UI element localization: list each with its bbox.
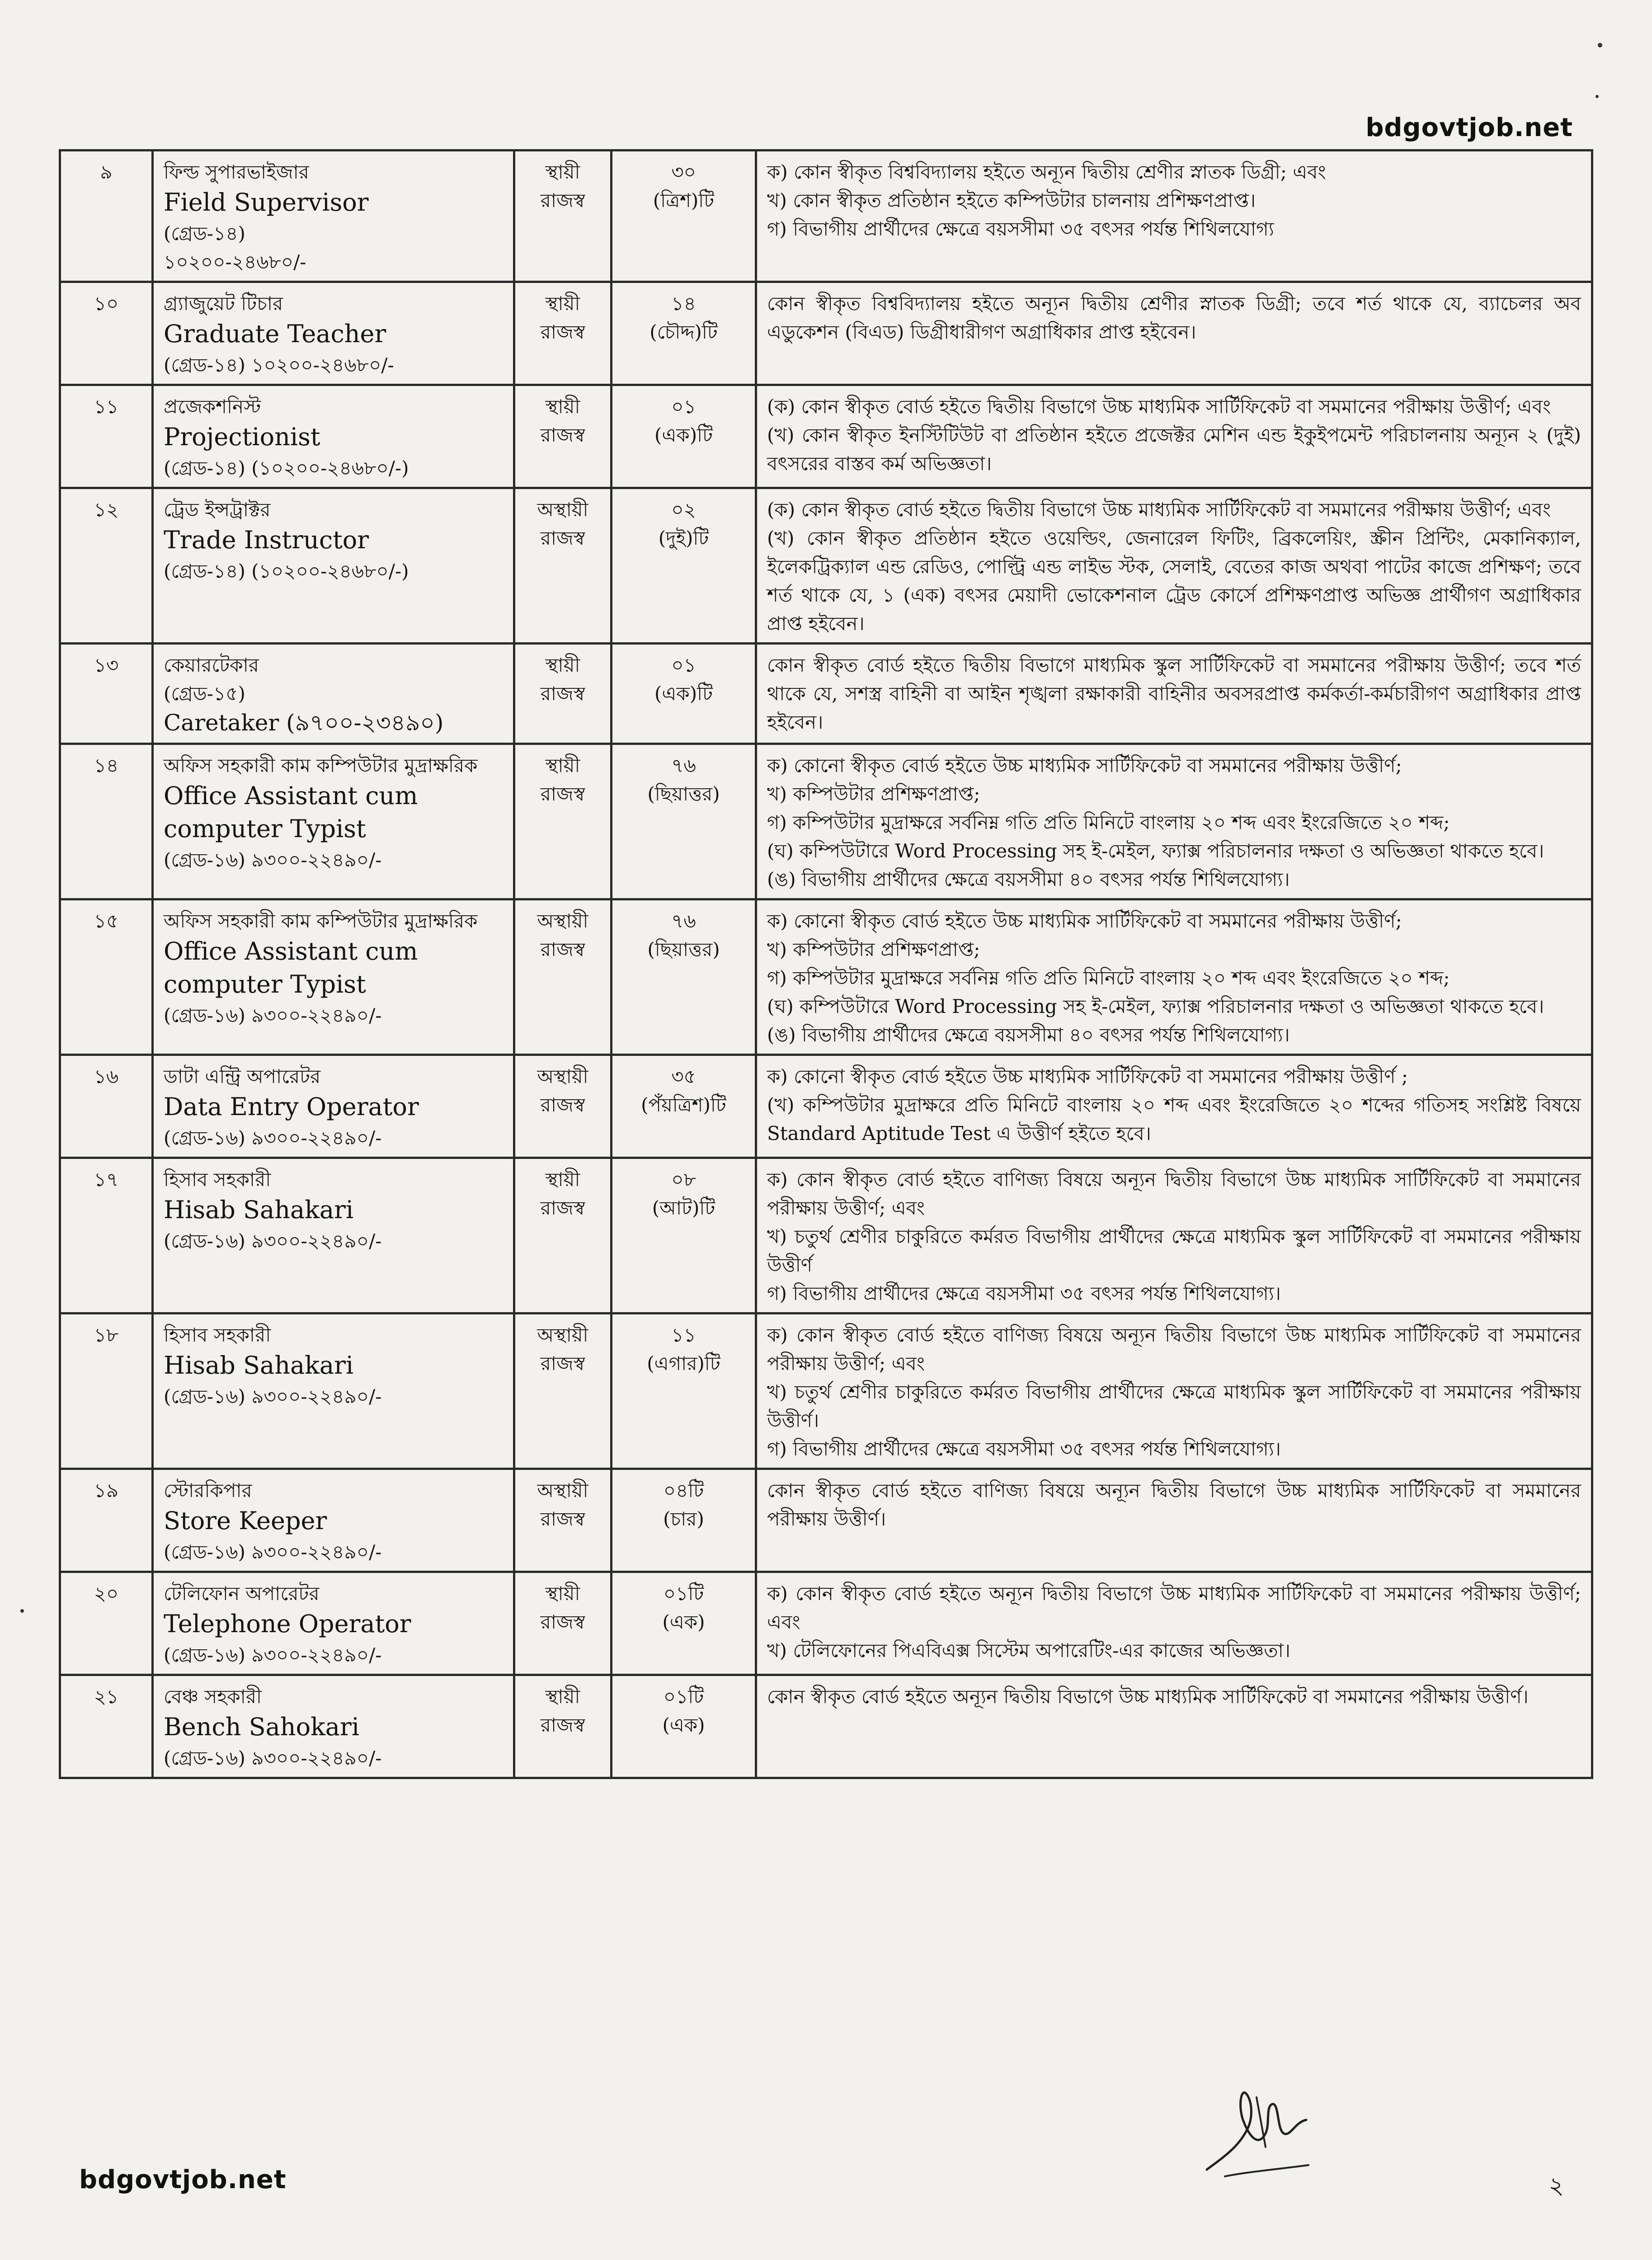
job-posts-table — [59, 149, 1593, 1779]
post-cell — [153, 151, 514, 282]
post-type-line: রাজস্ব — [540, 1352, 585, 1375]
post-type-cell — [514, 151, 612, 282]
qualification-item: খ) টেলিফোনের পিএবিএক্স সিস্টেম অপারেটিং-এর কাজের অভিজ্ঞতা। — [767, 1639, 1290, 1662]
post-count-line: ১১ — [671, 1324, 696, 1347]
post-count-line: (পঁয়ত্রিশ)টি — [641, 1094, 726, 1116]
scan-speck — [1598, 43, 1602, 47]
serial-cell — [60, 488, 153, 643]
post-type-line: স্থায়ী — [545, 395, 580, 418]
post-grade: (গ্রেড-১৬) ৯৩০০-২২৪৯০/- — [164, 1004, 382, 1026]
post-type-line: রাজস্ব — [540, 1610, 585, 1633]
qualification-item: (ঙ) বিভাগীয় প্রার্থীদের ক্ষেত্রে বয়সসীমা ৪০ বৎসর পর্যন্ত শিথিলযোগ্য। — [767, 868, 1290, 891]
qualification-item: ক) কোনো স্বীকৃত বোর্ড হইতে উচ্চ মাধ্যমিক সার্টিফিকেট বা সমমানের পরীক্ষায় উত্তীর্ণ; — [767, 754, 1402, 777]
post-count-cell — [612, 899, 756, 1055]
post-grade: (গ্রেড-১৬) ৯৩০০-২২৪৯০/- — [164, 1127, 382, 1149]
serial-cell — [60, 1469, 153, 1572]
post-cell — [153, 1158, 514, 1314]
post-count-cell — [612, 1314, 756, 1469]
post-name-english: Store Keeper — [164, 1507, 327, 1535]
qualification-item: ক) কোনো স্বীকৃত বোর্ড হইতে উচ্চ মাধ্যমিক সার্টিফিকেট বা সমমানের পরীক্ষায় উত্তীর্ণ ; — [767, 1065, 1408, 1088]
post-name-bangla: প্রজেকশনিস্ট — [164, 395, 261, 418]
post-count-line: ৭৬ — [671, 754, 696, 777]
post-grade: (গ্রেড-১৬) ৯৩০০-২২৪৯০/- — [164, 1747, 382, 1769]
post-count-cell — [612, 1675, 756, 1778]
serial-cell — [60, 385, 153, 488]
post-type-line: রাজস্ব — [540, 527, 585, 549]
post-name-bangla: অফিস সহকারী কাম কম্পিউটার মুদ্রাক্ষরিক — [164, 754, 478, 777]
post-count-line: (দুই)টি — [658, 527, 709, 549]
qualification-cell — [756, 899, 1592, 1055]
post-cell — [153, 1314, 514, 1469]
qualification-item: খ) কম্পিউটার প্রশিক্ষণপ্রাপ্ত; — [767, 938, 980, 961]
post-count-cell — [612, 1469, 756, 1572]
post-name-english: Hisab Sahakari — [164, 1196, 354, 1224]
post-grade: (গ্রেড-১৬) ৯৩০০-২২৪৯০/- — [164, 1229, 382, 1252]
post-count-cell — [612, 282, 756, 385]
qualification-item: কোন স্বীকৃত বোর্ড হইতে বাণিজ্য বিষয়ে অন্যূন দ্বিতীয় বিভাগে উচ্চ মাধ্যমিক সার্টিফিকেট বা সমমানের পরীক্ষায় উত্তীর্ণ। — [767, 1479, 1581, 1530]
post-count-line: (এক) — [662, 1610, 705, 1633]
post-count-line: (এগার)টি — [647, 1352, 720, 1375]
qualification-item: খ) চতুর্থ শ্রেণীর চাকুরিতে কর্মরত বিভাগীয় প্রার্থীদের ক্ষেত্রে মাধ্যমিক স্কুল সার্টিফিকেট বা সমমানের পরীক্ষায় উত্তীর্ণ — [767, 1225, 1581, 1276]
table-row — [60, 151, 1592, 282]
post-name-english: Graduate Teacher — [164, 319, 386, 348]
post-count-line: (ছিয়াত্তর) — [647, 938, 720, 961]
serial-number: ১৫ — [94, 910, 119, 932]
post-name-bangla: টেলিফোন অপারেটর — [164, 1582, 320, 1605]
qualification-item: (খ) কোন স্বীকৃত প্রতিষ্ঠান হইতে ওয়েল্ডিং, জেনারেল ফিটিং, ব্রিকলেয়িং, স্ক্রীন প্রিন্টিং, মেকানিক্যাল, ইলেকট্রিক্যাল এন্ড রেডিও, পোল্ট্রি এন্ড লাইভ স্টক, সেলাই, বেতের কাজ অথবা পাটের কাজে প্রশিক্ষণ; তবে শর্ত থাকে যে, ১ (এক) বৎসর মেয়াদী ভোকেশনাল ট্রেড কোর্সে প্রশিক্ষণপ্রাপ্ত অভিজ্ঞ প্রার্থীগণ অগ্রাধিকার প্রাপ্ত হইবেন। — [767, 527, 1581, 635]
post-count-line: (এক) — [662, 1714, 705, 1736]
post-type-cell — [514, 643, 612, 744]
table-row — [60, 488, 1592, 643]
post-cell — [153, 385, 514, 488]
post-count-line: (চার) — [663, 1508, 704, 1530]
post-type-cell — [514, 1572, 612, 1675]
post-cell — [153, 1469, 514, 1572]
qualification-item: ক) কোন স্বীকৃত বোর্ড হইতে অন্যূন দ্বিতীয় বিভাগে উচ্চ মাধ্যমিক সার্টিফিকেট বা সমমানের পরীক্ষায় উত্তীর্ণ; এবং — [767, 1582, 1581, 1633]
post-type-line: রাজস্ব — [540, 424, 585, 446]
serial-cell — [60, 151, 153, 282]
serial-number: ১৯ — [94, 1479, 119, 1502]
post-type-cell — [514, 1675, 612, 1778]
watermark-bottom[interactable]: bdgovtjob.net — [79, 2165, 287, 2194]
post-type-line: রাজস্ব — [540, 682, 585, 705]
post-type-cell — [514, 899, 612, 1055]
post-type-cell — [514, 744, 612, 899]
post-name-bangla: গ্র্যাজুয়েট টিচার — [164, 292, 283, 315]
post-count-cell — [612, 1572, 756, 1675]
table-row — [60, 282, 1592, 385]
qualification-item: কোন স্বীকৃত বোর্ড হইতে অন্যূন দ্বিতীয় বিভাগে উচ্চ মাধ্যমিক সার্টিফিকেট বা সমমানের পরীক্ষায় উত্তীর্ণ। — [767, 1685, 1529, 1708]
table-row — [60, 1158, 1592, 1314]
qualification-cell — [756, 1314, 1592, 1469]
qualification-item: ক) কোন স্বীকৃত বোর্ড হইতে বাণিজ্য বিষয়ে অন্যূন দ্বিতীয় বিভাগে উচ্চ মাধ্যমিক সার্টিফিকেট বা সমমানের পরীক্ষায় উত্তীর্ণ; এবং — [767, 1324, 1581, 1375]
qualification-item: কোন স্বীকৃত বোর্ড হইতে দ্বিতীয় বিভাগে মাধ্যমিক স্কুল সার্টিফিকেট বা সমমানের পরীক্ষায় উত্তীর্ণ; তবে শর্ত থাকে যে, সশস্ত্র বাহিনী বা আইন শৃঙ্খলা রক্ষাকারী বাহিনীর অবসরপ্রাপ্ত কর্মকর্তা-কর্মচারীগণ অগ্রাধিকার প্রাপ্ত হইবেন। — [767, 654, 1581, 733]
post-type-line: অস্থায়ী — [537, 1479, 588, 1502]
qualification-item: গ) বিভাগীয় প্রার্থীদের ক্ষেত্রে বয়সসীমা ৩৫ বৎসর পর্যন্ত শিথিলযোগ্য। — [767, 1438, 1281, 1460]
post-grade: (গ্রেড-১৪) — [164, 222, 245, 245]
post-grade: (গ্রেড-১৪) ১০২০০-২৪৬৮০/- — [164, 353, 394, 376]
qualification-item: গ) কম্পিউটার মুদ্রাক্ষরে সর্বনিম্ন গতি প্রতি মিনিটে বাংলায় ২০ শব্দ এবং ইংরেজিতে ২০ শব্দ; — [767, 811, 1450, 834]
post-type-cell — [514, 282, 612, 385]
serial-cell — [60, 1572, 153, 1675]
table-row — [60, 643, 1592, 744]
table-row — [60, 1469, 1592, 1572]
qualification-cell — [756, 488, 1592, 643]
qualification-item: (খ) কম্পিউটার মুদ্রাক্ষরে প্রতি মিনিটে বাংলায় ২০ শব্দ এবং ইংরেজিতে ২০ শব্দের গতিসহ সংশ্লিষ্ট বিষয়ে Standard Aptitude Test এ উত্তীর্ণ হইতে হবে। — [767, 1094, 1581, 1145]
page-number: ২ — [1548, 2172, 1564, 2199]
post-type-cell — [514, 1314, 612, 1469]
serial-cell — [60, 282, 153, 385]
post-name-bangla: বেঞ্চ সহকারী — [164, 1685, 262, 1708]
table-row — [60, 744, 1592, 899]
qualification-item: ক) কোন স্বীকৃত বিশ্ববিদ্যালয় হইতে অন্যূন দ্বিতীয় শ্রেণীর স্নাতক ডিগ্রী; এবং — [767, 161, 1326, 183]
post-cell — [153, 643, 514, 744]
post-grade: (গ্রেড-১৪) (১০২০০-২৪৬৮০/-) — [164, 560, 409, 582]
post-count-line: ৩০ — [671, 161, 696, 183]
post-grade: (গ্রেড-১৫) — [164, 682, 245, 705]
post-type-line: অস্থায়ী — [537, 1324, 588, 1347]
post-name-bangla: অফিস সহকারী কাম কম্পিউটার মুদ্রাক্ষরিক — [164, 910, 478, 932]
serial-cell — [60, 1055, 153, 1158]
scan-speck — [1596, 95, 1599, 98]
post-type-line: স্থায়ী — [545, 1168, 580, 1191]
qualification-item: (ঙ) বিভাগীয় প্রার্থীদের ক্ষেত্রে বয়সসীমা ৪০ বৎসর পর্যন্ত শিথিলযোগ্য। — [767, 1024, 1290, 1046]
post-type-line: স্থায়ী — [545, 1685, 580, 1708]
qualification-item: গ) কম্পিউটার মুদ্রাক্ষরে সর্বনিম্ন গতি প্রতি মিনিটে বাংলায় ২০ শব্দ এবং ইংরেজিতে ২০ শব্দ; — [767, 967, 1450, 989]
table-row — [60, 1055, 1592, 1158]
post-name-english: Field Supervisor — [164, 188, 369, 217]
serial-number: ১১ — [94, 395, 119, 418]
post-type-line: অস্থায়ী — [537, 910, 588, 932]
post-type-line: রাজস্ব — [540, 1714, 585, 1736]
post-name-english: Office Assistant cum computer Typist — [164, 937, 418, 999]
post-type-line: রাজস্ব — [540, 189, 585, 212]
post-grade: (গ্রেড-১৬) ৯৩০০-২২৪৯০/- — [164, 848, 382, 871]
post-type-line: স্থায়ী — [545, 754, 580, 777]
post-name-bangla: হিসাব সহকারী — [164, 1168, 271, 1191]
post-type-line: রাজস্ব — [540, 1197, 585, 1219]
qualification-cell — [756, 282, 1592, 385]
qualification-item: কোন স্বীকৃত বিশ্ববিদ্যালয় হইতে অন্যূন দ্বিতীয় শ্রেণীর স্নাতক ডিগ্রী; তবে শর্ত থাকে যে, ব্যাচেলর অব এডুকেশন (বিএড) ডিগ্রীধারীগণ অগ্রাধিকার প্রাপ্ত হইবেন। — [767, 292, 1581, 343]
qualification-cell — [756, 1158, 1592, 1314]
qualification-item: (ঘ) কম্পিউটারে Word Processing সহ ই-মেইল, ফ্যাক্স পরিচালনার দক্ষতা ও অভিজ্ঞতা থাকতে হবে। — [767, 995, 1544, 1018]
post-name-english: Telephone Operator — [164, 1609, 411, 1638]
qualification-item: গ) বিভাগীয় প্রার্থীদের ক্ষেত্রে বয়সসীমা ৩৫ বৎসর পর্যন্ত শিথিলযোগ্য — [767, 218, 1274, 240]
post-cell — [153, 488, 514, 643]
serial-cell — [60, 744, 153, 899]
post-cell — [153, 1055, 514, 1158]
qualification-cell — [756, 151, 1592, 282]
serial-cell — [60, 1314, 153, 1469]
serial-number: ১৩ — [94, 654, 119, 676]
qualification-item: খ) কোন স্বীকৃত প্রতিষ্ঠান হইতে কম্পিউটার চালনায় প্রশিক্ষণপ্রাপ্ত। — [767, 189, 1256, 212]
watermark-top[interactable]: bdgovtjob.net — [1365, 113, 1573, 142]
post-name-bangla: হিসাব সহকারী — [164, 1324, 271, 1347]
post-count-line: ৩৫ — [671, 1065, 696, 1088]
table-row — [60, 1572, 1592, 1675]
post-count-line: (এক)টি — [654, 682, 713, 705]
post-count-line: ৭৬ — [671, 910, 696, 932]
post-count-line: ১৪ — [671, 292, 696, 315]
post-count-cell — [612, 643, 756, 744]
post-count-line: (আট)টি — [652, 1197, 715, 1219]
post-count-line: ০১ — [671, 654, 696, 676]
serial-number: ৯ — [100, 161, 113, 183]
post-type-line: স্থায়ী — [545, 654, 580, 676]
qualification-item: (ক) কোন স্বীকৃত বোর্ড হইতে দ্বিতীয় বিভাগে উচ্চ মাধ্যমিক সার্টিফিকেট বা সমমানের পরীক্ষায় উত্তীর্ণ; এবং — [767, 395, 1551, 418]
post-name-bangla: কেয়ারটেকার — [164, 654, 259, 676]
serial-number: ১০ — [94, 292, 119, 315]
post-count-line: (এক)টি — [654, 424, 713, 446]
post-pay-scale: ১০২০০-২৪৬৮০/- — [164, 250, 306, 273]
post-count-line: ০২ — [671, 498, 696, 521]
serial-cell — [60, 899, 153, 1055]
qualification-item: খ) চতুর্থ শ্রেণীর চাকুরিতে কর্মরত বিভাগীয় প্রার্থীদের ক্ষেত্রে মাধ্যমিক স্কুল সার্টিফিকেট বা সমমানের পরীক্ষায় উত্তীর্ণ। — [767, 1381, 1581, 1432]
post-type-line: অস্থায়ী — [537, 498, 588, 521]
post-count-line: ০৮ — [671, 1168, 696, 1191]
post-name-english: Trade Instructor — [164, 525, 369, 554]
post-name-english-pay: Caretaker (৯৭০০-২৩৪৯০) — [164, 709, 444, 736]
post-cell — [153, 744, 514, 899]
post-count-line: ০১টি — [663, 1685, 704, 1708]
post-type-line: স্থায়ী — [545, 292, 580, 315]
post-name-bangla: ট্রেড ইন্সট্রাক্টর — [164, 498, 271, 521]
post-cell — [153, 1572, 514, 1675]
serial-cell — [60, 1158, 153, 1314]
qualification-cell — [756, 1572, 1592, 1675]
post-type-cell — [514, 1469, 612, 1572]
post-grade: (গ্রেড-১৬) ৯৩০০-২২৪৯০/- — [164, 1643, 382, 1666]
serial-number: ২১ — [94, 1685, 119, 1708]
post-count-line: ০১টি — [663, 1582, 704, 1605]
post-count-line: (ত্রিশ)টি — [653, 189, 715, 212]
serial-cell — [60, 1675, 153, 1778]
post-count-line: (ছিয়াত্তর) — [647, 783, 720, 805]
serial-number: ১৪ — [94, 754, 119, 777]
scan-speck — [20, 1609, 24, 1613]
post-type-cell — [514, 488, 612, 643]
post-name-english: Projectionist — [164, 422, 320, 451]
post-count-line: ০১ — [671, 395, 696, 418]
post-type-cell — [514, 1158, 612, 1314]
post-count-cell — [612, 744, 756, 899]
post-cell — [153, 282, 514, 385]
serial-number: ২০ — [94, 1582, 119, 1605]
post-grade: (গ্রেড-১৬) ৯৩০০-২২৪৯০/- — [164, 1540, 382, 1563]
qualification-cell — [756, 1055, 1592, 1158]
serial-cell — [60, 643, 153, 744]
qualification-item: খ) কম্পিউটার প্রশিক্ষণপ্রাপ্ত; — [767, 783, 980, 805]
post-name-bangla: ফিল্ড সুপারভাইজার — [164, 161, 309, 183]
post-grade: (গ্রেড-১৬) ৯৩০০-২২৪৯০/- — [164, 1385, 382, 1408]
post-count-cell — [612, 385, 756, 488]
job-posts-table-body — [60, 151, 1592, 1778]
post-count-cell — [612, 1055, 756, 1158]
post-cell — [153, 899, 514, 1055]
table-row — [60, 385, 1592, 488]
qualification-item: (ক) কোন স্বীকৃত বোর্ড হইতে দ্বিতীয় বিভাগে উচ্চ মাধ্যমিক সার্টিফিকেট বা সমমানের পরীক্ষায় উত্তীর্ণ; এবং — [767, 498, 1551, 521]
post-type-line: রাজস্ব — [540, 938, 585, 961]
qualification-cell — [756, 385, 1592, 488]
post-name-bangla: স্টোরকিপার — [164, 1479, 252, 1502]
post-type-line: স্থায়ী — [545, 1582, 580, 1605]
post-name-english: Hisab Sahakari — [164, 1351, 354, 1380]
post-type-line: অস্থায়ী — [537, 1065, 588, 1088]
qualification-cell — [756, 744, 1592, 899]
post-grade: (গ্রেড-১৪) (১০২০০-২৪৬৮০/-) — [164, 457, 409, 479]
serial-number: ১২ — [94, 498, 119, 521]
post-type-line: রাজস্ব — [540, 320, 585, 343]
table-row — [60, 1314, 1592, 1469]
post-count-cell — [612, 488, 756, 643]
qualification-item: (খ) কোন স্বীকৃত ইনস্টিটিউট বা প্রতিষ্ঠান হইতে প্রজেক্টর মেশিন এন্ড ইকুইপমেন্ট পরিচালনায় অন্যূন ২ (দুই) বৎসরের বাস্তব কর্ম অভিজ্ঞতা। — [767, 424, 1581, 475]
signature — [1198, 2079, 1315, 2183]
qualification-cell — [756, 1675, 1592, 1778]
post-name-bangla: ডাটা এন্ট্রি অপারেটর — [164, 1065, 321, 1088]
table-row — [60, 899, 1592, 1055]
qualification-cell — [756, 643, 1592, 744]
serial-number: ১৭ — [94, 1168, 119, 1191]
post-count-line: ০৪টি — [663, 1479, 704, 1502]
post-name-english: Office Assistant cum computer Typist — [164, 782, 418, 843]
post-type-line: রাজস্ব — [540, 1094, 585, 1116]
table-row — [60, 1675, 1592, 1778]
post-type-cell — [514, 385, 612, 488]
post-type-line: রাজস্ব — [540, 783, 585, 805]
post-count-cell — [612, 151, 756, 282]
qualification-item: গ) বিভাগীয় প্রার্থীদের ক্ষেত্রে বয়সসীমা ৩৫ বৎসর পর্যন্ত শিথিলযোগ্য। — [767, 1282, 1281, 1305]
post-count-line: (চৌদ্দ)টি — [650, 320, 718, 343]
serial-number: ১৬ — [94, 1065, 119, 1088]
post-name-english: Data Entry Operator — [164, 1092, 419, 1121]
post-count-cell — [612, 1158, 756, 1314]
qualification-item: ক) কোনো স্বীকৃত বোর্ড হইতে উচ্চ মাধ্যমিক সার্টিফিকেট বা সমমানের পরীক্ষায় উত্তীর্ণ; — [767, 910, 1402, 932]
post-type-line: রাজস্ব — [540, 1508, 585, 1530]
serial-number: ১৮ — [94, 1324, 119, 1347]
post-type-line: স্থায়ী — [545, 161, 580, 183]
post-name-english: Bench Sahokari — [164, 1712, 360, 1741]
qualification-cell — [756, 1469, 1592, 1572]
post-cell — [153, 1675, 514, 1778]
qualification-item: ক) কোন স্বীকৃত বোর্ড হইতে বাণিজ্য বিষয়ে অন্যূন দ্বিতীয় বিভাগে উচ্চ মাধ্যমিক সার্টিফিকেট বা সমমানের পরীক্ষায় উত্তীর্ণ; এবং — [767, 1168, 1581, 1219]
qualification-item: (ঘ) কম্পিউটারে Word Processing সহ ই-মেইল, ফ্যাক্স পরিচালনার দক্ষতা ও অভিজ্ঞতা থাকতে হবে। — [767, 840, 1544, 862]
post-type-cell — [514, 1055, 612, 1158]
